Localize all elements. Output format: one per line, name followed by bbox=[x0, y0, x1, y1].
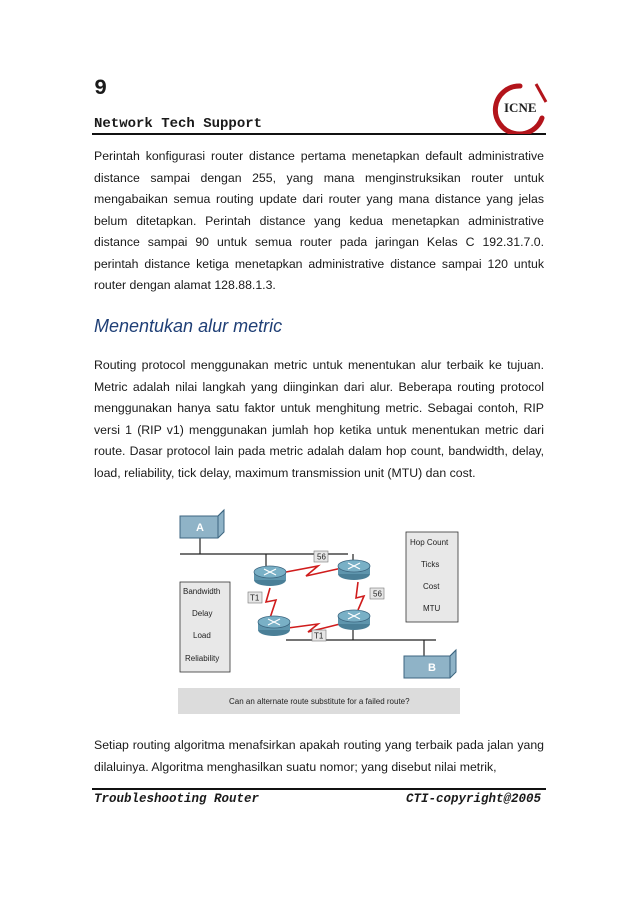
chapter-number: 9 bbox=[94, 76, 108, 101]
metric-hop-count: Hop Count bbox=[410, 538, 449, 547]
paragraph-1: Perintah konfigurasi router distance pertama menetapkan default administrative distance sampai dengan 255, yang mana menginstruksikan router untuk mengabaikan semua routing update dari router yang mana distance yang jelas belum ditetapkan. Perintah distance yang kedua menetapkan administrative distance sampai 90 untuk semua router pada jaringan Kelas C 192.31.7.0. perintah distance ketiga menetapkan administrative distance sampai 120 untuk router dengan alamat 128.88.1.3. bbox=[94, 149, 544, 292]
router-3 bbox=[258, 616, 290, 636]
metric-reliability: Reliability bbox=[185, 654, 220, 663]
router-1 bbox=[254, 566, 286, 586]
right-metrics-box bbox=[406, 532, 458, 622]
header-title: Network Tech Support bbox=[94, 116, 263, 132]
paragraph-2: Routing protocol menggunakan metric untuk menentukan alur terbaik ke tujuan. Metric adalah nilai langkah yang diinginkan dari alur. Beberapa routing protocol menggunakan hanya satu faktor untuk menghitung metric. Sebagai contoh, RIP versi 1 (RIP v1) menggunakan jumlah hop ketika untuk menentukan metric dari route. Dasar protocol lain pada metric adalah dalam hop count, bandwidth, delay, load, reliability, tick delay, maximum transmission unit (MTU) dan cost. bbox=[94, 358, 544, 480]
icne-logo bbox=[490, 80, 550, 134]
host-a-label: A bbox=[196, 522, 204, 534]
footer-right: CTI-copyright@2005 bbox=[406, 792, 542, 806]
footer-left: Troubleshooting Router bbox=[94, 792, 260, 806]
link-label-56-right: 56 bbox=[373, 589, 382, 599]
header-rule bbox=[92, 133, 546, 135]
link-label-56-top: 56 bbox=[317, 552, 326, 562]
link-label-t1-bottom: T1 bbox=[314, 631, 324, 641]
logo-text: ICNE bbox=[504, 100, 537, 115]
paragraph-3: Setiap routing algoritma menafsirkan apakah routing yang terbaik pada jalan yang dilaluinya. Algoritma menghasilkan suatu nomor; yang disebut nilai metrik, bbox=[94, 738, 544, 774]
link-label-t1-left: T1 bbox=[250, 593, 260, 603]
router-4 bbox=[338, 610, 370, 630]
metric-load: Load bbox=[193, 631, 211, 640]
router-2 bbox=[338, 560, 370, 580]
network-metric-diagram bbox=[178, 506, 460, 714]
metric-ticks: Ticks bbox=[421, 560, 440, 569]
metric-mtu: MTU bbox=[423, 604, 441, 613]
metric-bandwidth: Bandwidth bbox=[183, 587, 221, 596]
footer-rule bbox=[92, 788, 546, 790]
host-b-label: B bbox=[428, 662, 436, 674]
metric-cost: Cost bbox=[423, 582, 440, 591]
metric-delay: Delay bbox=[192, 609, 213, 618]
figure-caption: Can an alternate route substitute for a failed route? bbox=[229, 697, 410, 706]
left-metrics-box bbox=[180, 582, 230, 672]
section-heading: Menentukan alur metric bbox=[94, 316, 283, 336]
